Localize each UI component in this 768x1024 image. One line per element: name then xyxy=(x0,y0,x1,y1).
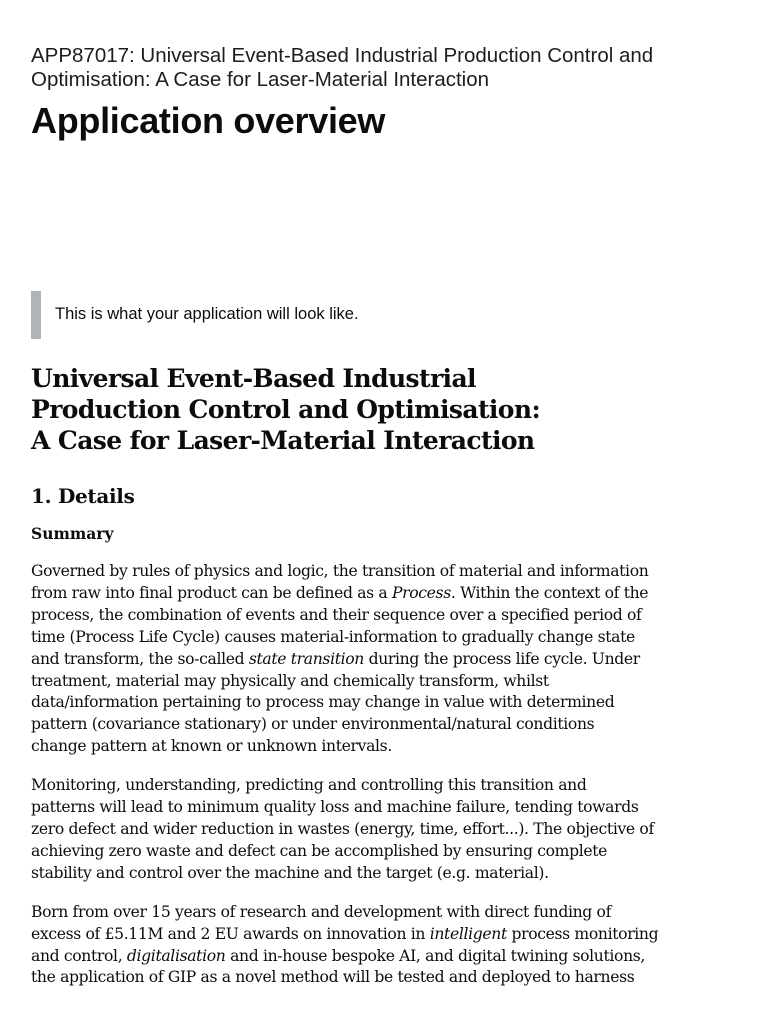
text-run: Born from over 15 years of research and development with direct funding of xyxy=(31,902,612,921)
emphasis-text: intelligent xyxy=(429,924,507,943)
text-run: achieving zero waste and defect can be accomplished by ensuring complete xyxy=(31,841,608,860)
paragraph-line xyxy=(31,692,749,714)
text-run: zero defect and wider reduction in wastes (energy, time, effort...). The objective of xyxy=(31,819,654,838)
summary-paragraph xyxy=(31,561,749,758)
text-run: from raw into final product can be defined as a xyxy=(31,583,392,602)
paragraph-line xyxy=(31,671,749,693)
text-run: change pattern at known or unknown intervals. xyxy=(31,737,392,756)
application-document xyxy=(31,363,749,989)
paragraph-line xyxy=(31,946,749,968)
section-heading-details: 1. Details xyxy=(31,484,135,508)
text-run: the application of GIP as a novel method will be tested and deployed to harness xyxy=(31,968,635,987)
paragraph-line xyxy=(31,583,749,605)
text-run: and in-house bespoke AI, and digital twining solutions, xyxy=(225,946,646,965)
text-run: time (Process Life Cycle) causes material-information to gradually change state xyxy=(31,627,635,646)
document-title xyxy=(31,363,749,456)
text-run: treatment, material may physically and chemically transform, whilst xyxy=(31,671,549,690)
emphasis-text: state transition xyxy=(248,649,364,668)
summary-paragraph xyxy=(31,902,749,990)
text-run: Governed by rules of physics and logic, the transition of material and information xyxy=(31,562,649,580)
text-run: Within the context of the xyxy=(455,583,649,602)
subsection-heading-summary: Summary xyxy=(31,524,114,543)
text-run: Monitoring, understanding, predicting and controlling this transition and xyxy=(31,776,587,795)
paragraph-line xyxy=(31,561,749,583)
paragraph-line xyxy=(31,819,749,841)
paragraph-line xyxy=(31,649,749,671)
text-run: process, the combination of events and their sequence over a specified period of xyxy=(31,605,642,624)
text-run: and control, xyxy=(31,946,127,965)
paragraph-line xyxy=(31,775,749,797)
text-run: data/information pertaining to process may change in value with determined xyxy=(31,693,615,712)
paragraph-line xyxy=(31,627,749,649)
paragraph-line xyxy=(31,863,749,885)
document-title-line: Universal Event-Based Industrial xyxy=(31,364,476,393)
emphasis-text: Process. xyxy=(392,583,456,602)
text-run: process monitoring xyxy=(506,924,659,943)
paragraph-line xyxy=(31,605,749,627)
paragraph-line xyxy=(31,714,749,736)
text-run: and transform, the so-called xyxy=(31,649,249,668)
text-run: during the process life cycle. Under xyxy=(364,649,640,668)
emphasis-text: digitalisation xyxy=(126,946,226,965)
text-run: pattern (covariance stationary) or under environmental/natural conditions xyxy=(31,715,595,734)
paragraph-line xyxy=(31,797,749,819)
paragraph-line xyxy=(31,841,749,863)
document-title-line: Production Control and Optimisation: xyxy=(31,395,541,424)
inset-notice xyxy=(31,291,731,339)
application-reference: APP87017: Universal Event-Based Industrial Production Control and Optimisation: A Case for Laser-Material Interaction xyxy=(31,44,654,91)
paragraph-line xyxy=(31,924,749,946)
paragraph-line xyxy=(31,902,749,924)
text-run: excess of £5.11M and 2 EU awards on innovation in xyxy=(31,924,430,943)
paragraph-line xyxy=(31,736,749,758)
summary-body xyxy=(31,561,749,989)
text-run: stability and control over the machine and the target (e.g. material). xyxy=(31,863,549,882)
inset-notice-text: This is what your application will look like. xyxy=(55,305,359,323)
paragraph-line xyxy=(31,967,749,989)
summary-paragraph xyxy=(31,775,749,885)
text-run: patterns will lead to minimum quality loss and machine failure, tending towards xyxy=(31,798,639,817)
document-title-line: A Case for Laser-Material Interaction xyxy=(31,426,535,455)
page-title: Application overview xyxy=(31,100,386,141)
